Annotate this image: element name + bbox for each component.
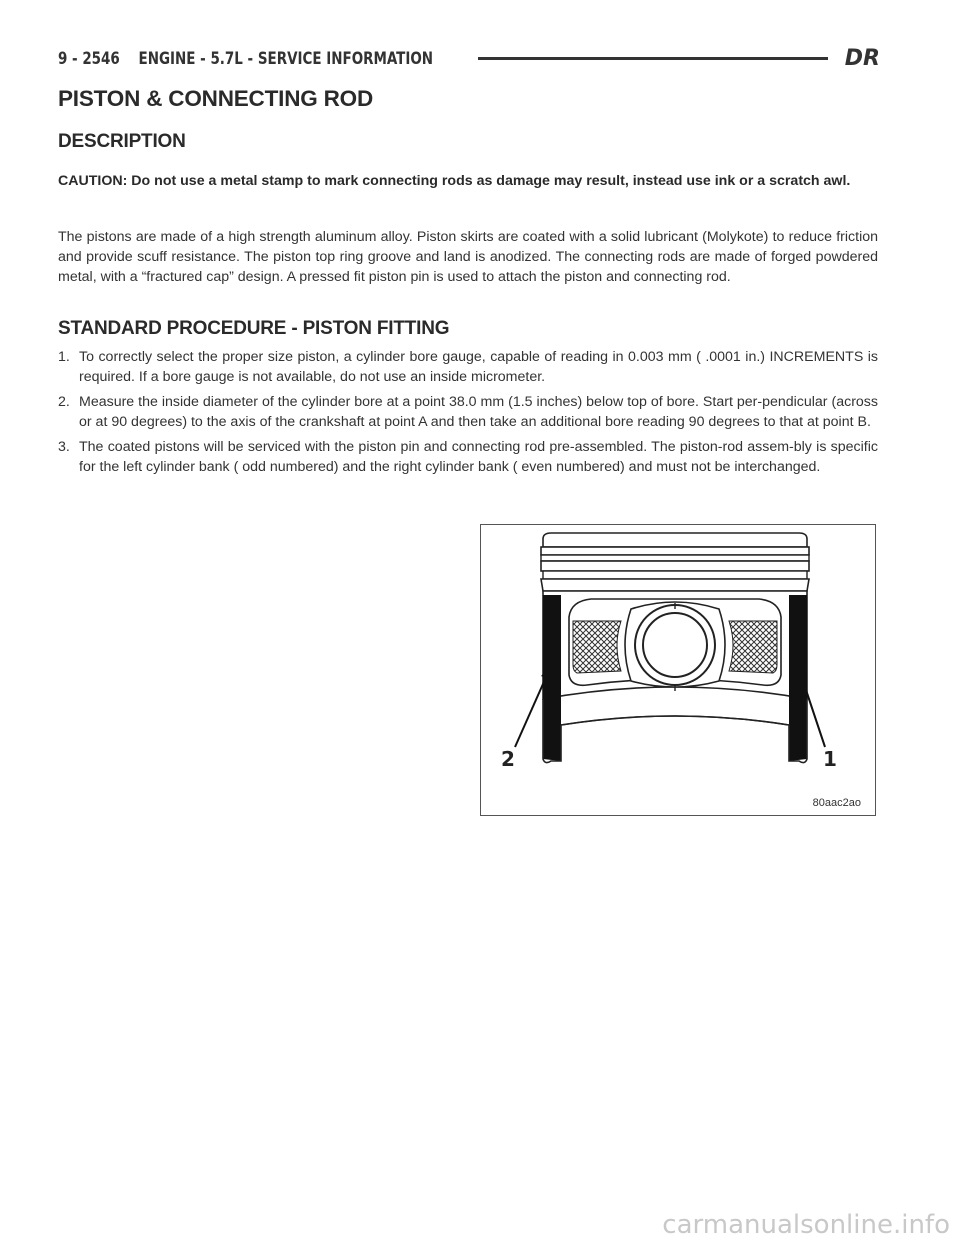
header-section (58, 46, 442, 72)
callout-1: 1 (823, 747, 837, 771)
header-rule (478, 57, 828, 60)
description-heading: DESCRIPTION (58, 131, 186, 152)
procedure-step: 2. Measure the inside diameter of the cylinder bore at a point 38.0 mm (1.5 inches) below top of bore. Start per-pendicular (across or at 90 degrees) to the axis of the crankshaft at point A and then take an additional bore reading 90 degrees to that at point B. (58, 394, 878, 430)
page-header (58, 46, 880, 72)
header-section-title: ENGINE - 5.7L - SERVICE INFORMATION (138, 49, 434, 69)
header-model: DR (844, 46, 880, 71)
callout-2: 2 (501, 747, 515, 771)
page-title: PISTON & CONNECTING ROD (58, 86, 374, 111)
procedure-steps (58, 347, 878, 482)
header-page-ref: 9 - 2546 (58, 49, 120, 69)
description-body: The pistons are made of a high strength aluminum alloy. Piston skirts are coated with a solid lubricant (Molykote) to reduce friction and provide scuff resistance. The piston top ring groove and land is anodized. The connecting rods are made of forged powdered metal, with a “fractured cap” design. A pressed fit piston pin is used to attach the piston and connecting rod. (58, 229, 878, 285)
watermark-footer: carmanualsonline.info (662, 1210, 950, 1240)
caution-text: CAUTION: Do not use a metal stamp to mark connecting rods as damage may result, instead use ink or a scratch awl. (58, 173, 851, 189)
procedure-heading: STANDARD PROCEDURE - PISTON FITTING (58, 318, 450, 339)
procedure-step: 3. The coated pistons will be serviced with the piston pin and connecting rod pre-assembled. The piston-rod assem-bly is specific for the left cylinder bank ( odd numbered) and the right cylinder bank ( even numbered) and must not be interchanged. (58, 439, 878, 475)
piston-figure (480, 524, 876, 816)
figure-id: 80aac2ao (812, 797, 861, 809)
piston-illustration (481, 525, 875, 815)
procedure-step: 1. To correctly select the proper size piston, a cylinder bore gauge, capable of reading in 0.003 mm ( .0001 in.) INCREMENTS is required. If a bore gauge is not available, do not use an inside micrometer. (58, 349, 878, 385)
